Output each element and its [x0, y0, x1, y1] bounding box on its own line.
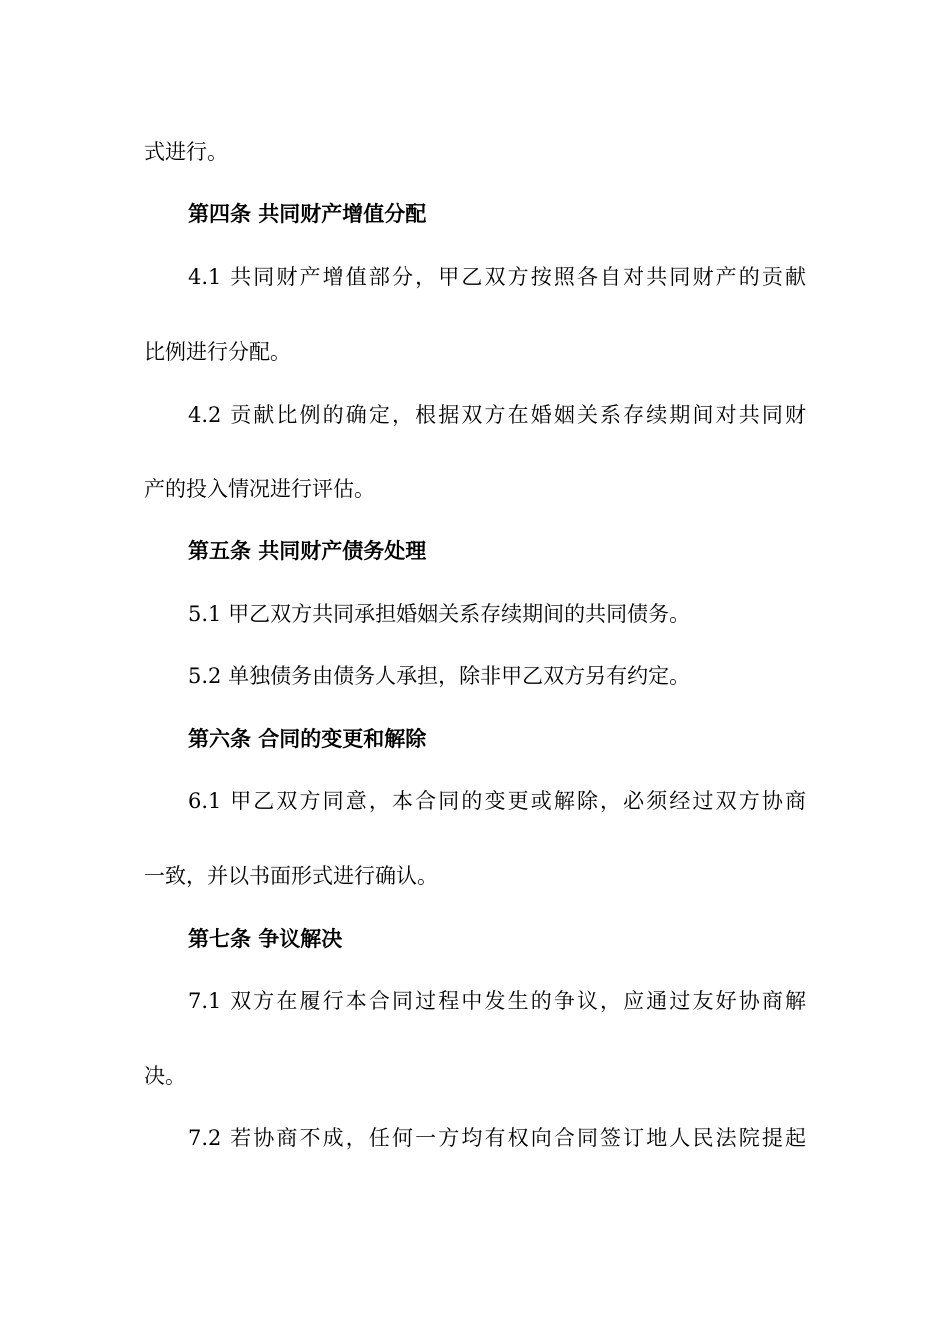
- article-heading-5: 第五条 共同财产债务处理: [188, 538, 427, 563]
- clause-5-2: 5.2 单独债务由债务人承担，除非甲乙双方另有约定。: [188, 664, 691, 688]
- clause-6-1: 6.1 甲乙双方同意，本合同的变更或解除，必须经过双方协商: [188, 789, 806, 813]
- clause-4-2-cont: 产的投入情况进行评估。: [144, 477, 375, 501]
- clause-7-1-cont: 决。: [144, 1064, 186, 1088]
- clause-7-2: 7.2 若协商不成，任何一方均有权向合同签订地人民法院提起: [188, 1126, 806, 1150]
- article-heading-6: 第六条 合同的变更和解除: [188, 726, 427, 751]
- clause-5-1: 5.1 甲乙双方共同承担婚姻关系存续期间的共同债务。: [188, 602, 691, 626]
- clause-7-1: 7.1 双方在履行本合同过程中发生的争议，应通过友好协商解: [188, 989, 806, 1013]
- clause-4-2: 4.2 贡献比例的确定，根据双方在婚姻关系存续期间对共同财: [188, 403, 806, 427]
- clause-6-1-cont: 一致，并以书面形式进行确认。: [144, 864, 438, 888]
- article-heading-4: 第四条 共同财产增值分配: [188, 201, 427, 226]
- clause-4-1-cont: 比例进行分配。: [144, 340, 291, 364]
- clause-4-1: 4.1 共同财产增值部分，甲乙双方按照各自对共同财产的贡献: [188, 265, 806, 289]
- article-heading-7: 第七条 争议解决: [188, 926, 343, 951]
- paragraph-line: 式进行。: [144, 140, 228, 164]
